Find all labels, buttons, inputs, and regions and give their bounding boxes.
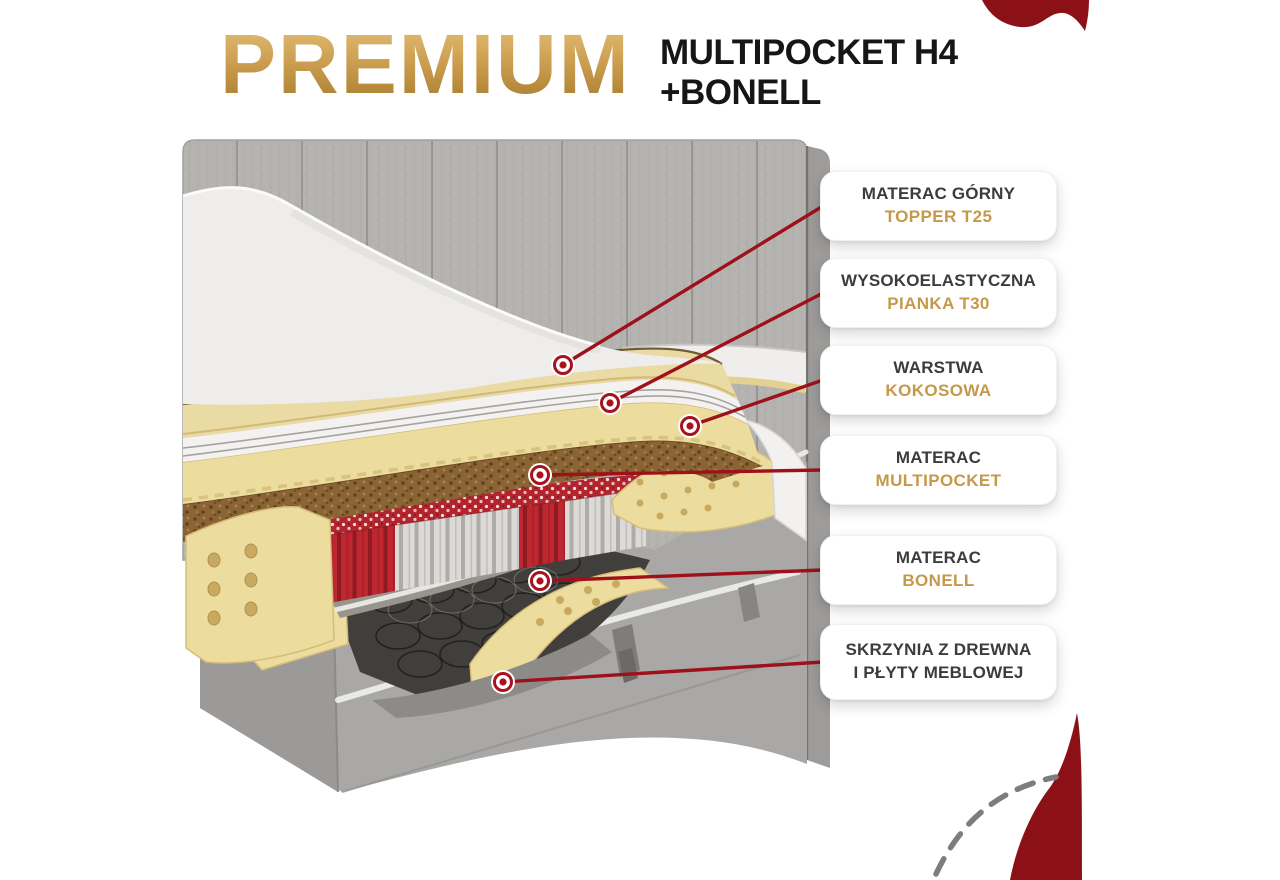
callout-value: KOKOSOWA [885,381,992,400]
callout-value: TOPPER T25 [884,207,993,226]
callout-value: I PŁYTY MEBLOWEJ [853,663,1024,682]
callout-card-bonell [820,535,1057,605]
layer-marker-icon [598,391,622,415]
callout-card-foam [820,258,1057,328]
callout-value: BONELL [902,571,975,590]
product-title [660,33,958,113]
product-title-line1: MULTIPOCKET H4 [660,33,958,72]
callout-title: WARSTWA [893,358,984,378]
callout-card-topper [820,171,1057,241]
callout-value: PIANKA T30 [887,294,990,313]
callout-title: SKRZYNIA Z DREWNA [845,640,1032,660]
layer-marker-icon [528,463,552,487]
callout-title: WYSOKOELASTYCZNA [841,271,1036,291]
brand-title: PREMIUM [220,17,631,111]
layer-marker-icon [491,670,515,694]
callout-title: MATERAC [895,448,982,468]
layer-marker-icon [678,414,702,438]
layer-marker-icon [528,569,552,593]
callout-title: MATERAC GÓRNY [861,184,1016,204]
callout-title: MATERAC [895,548,982,568]
product-title-line2: +BONELL [660,73,821,112]
callout-card-multipocket [820,435,1057,505]
callout-card-coconut [820,345,1057,415]
corner-blob-top [982,0,1089,31]
callout-card-storage-box [820,624,1057,700]
callout-value: MULTIPOCKET [875,471,1002,490]
side-foam-wall [186,507,334,663]
layer-marker-icon [551,353,575,377]
corner-blob-bottom [1010,713,1082,880]
